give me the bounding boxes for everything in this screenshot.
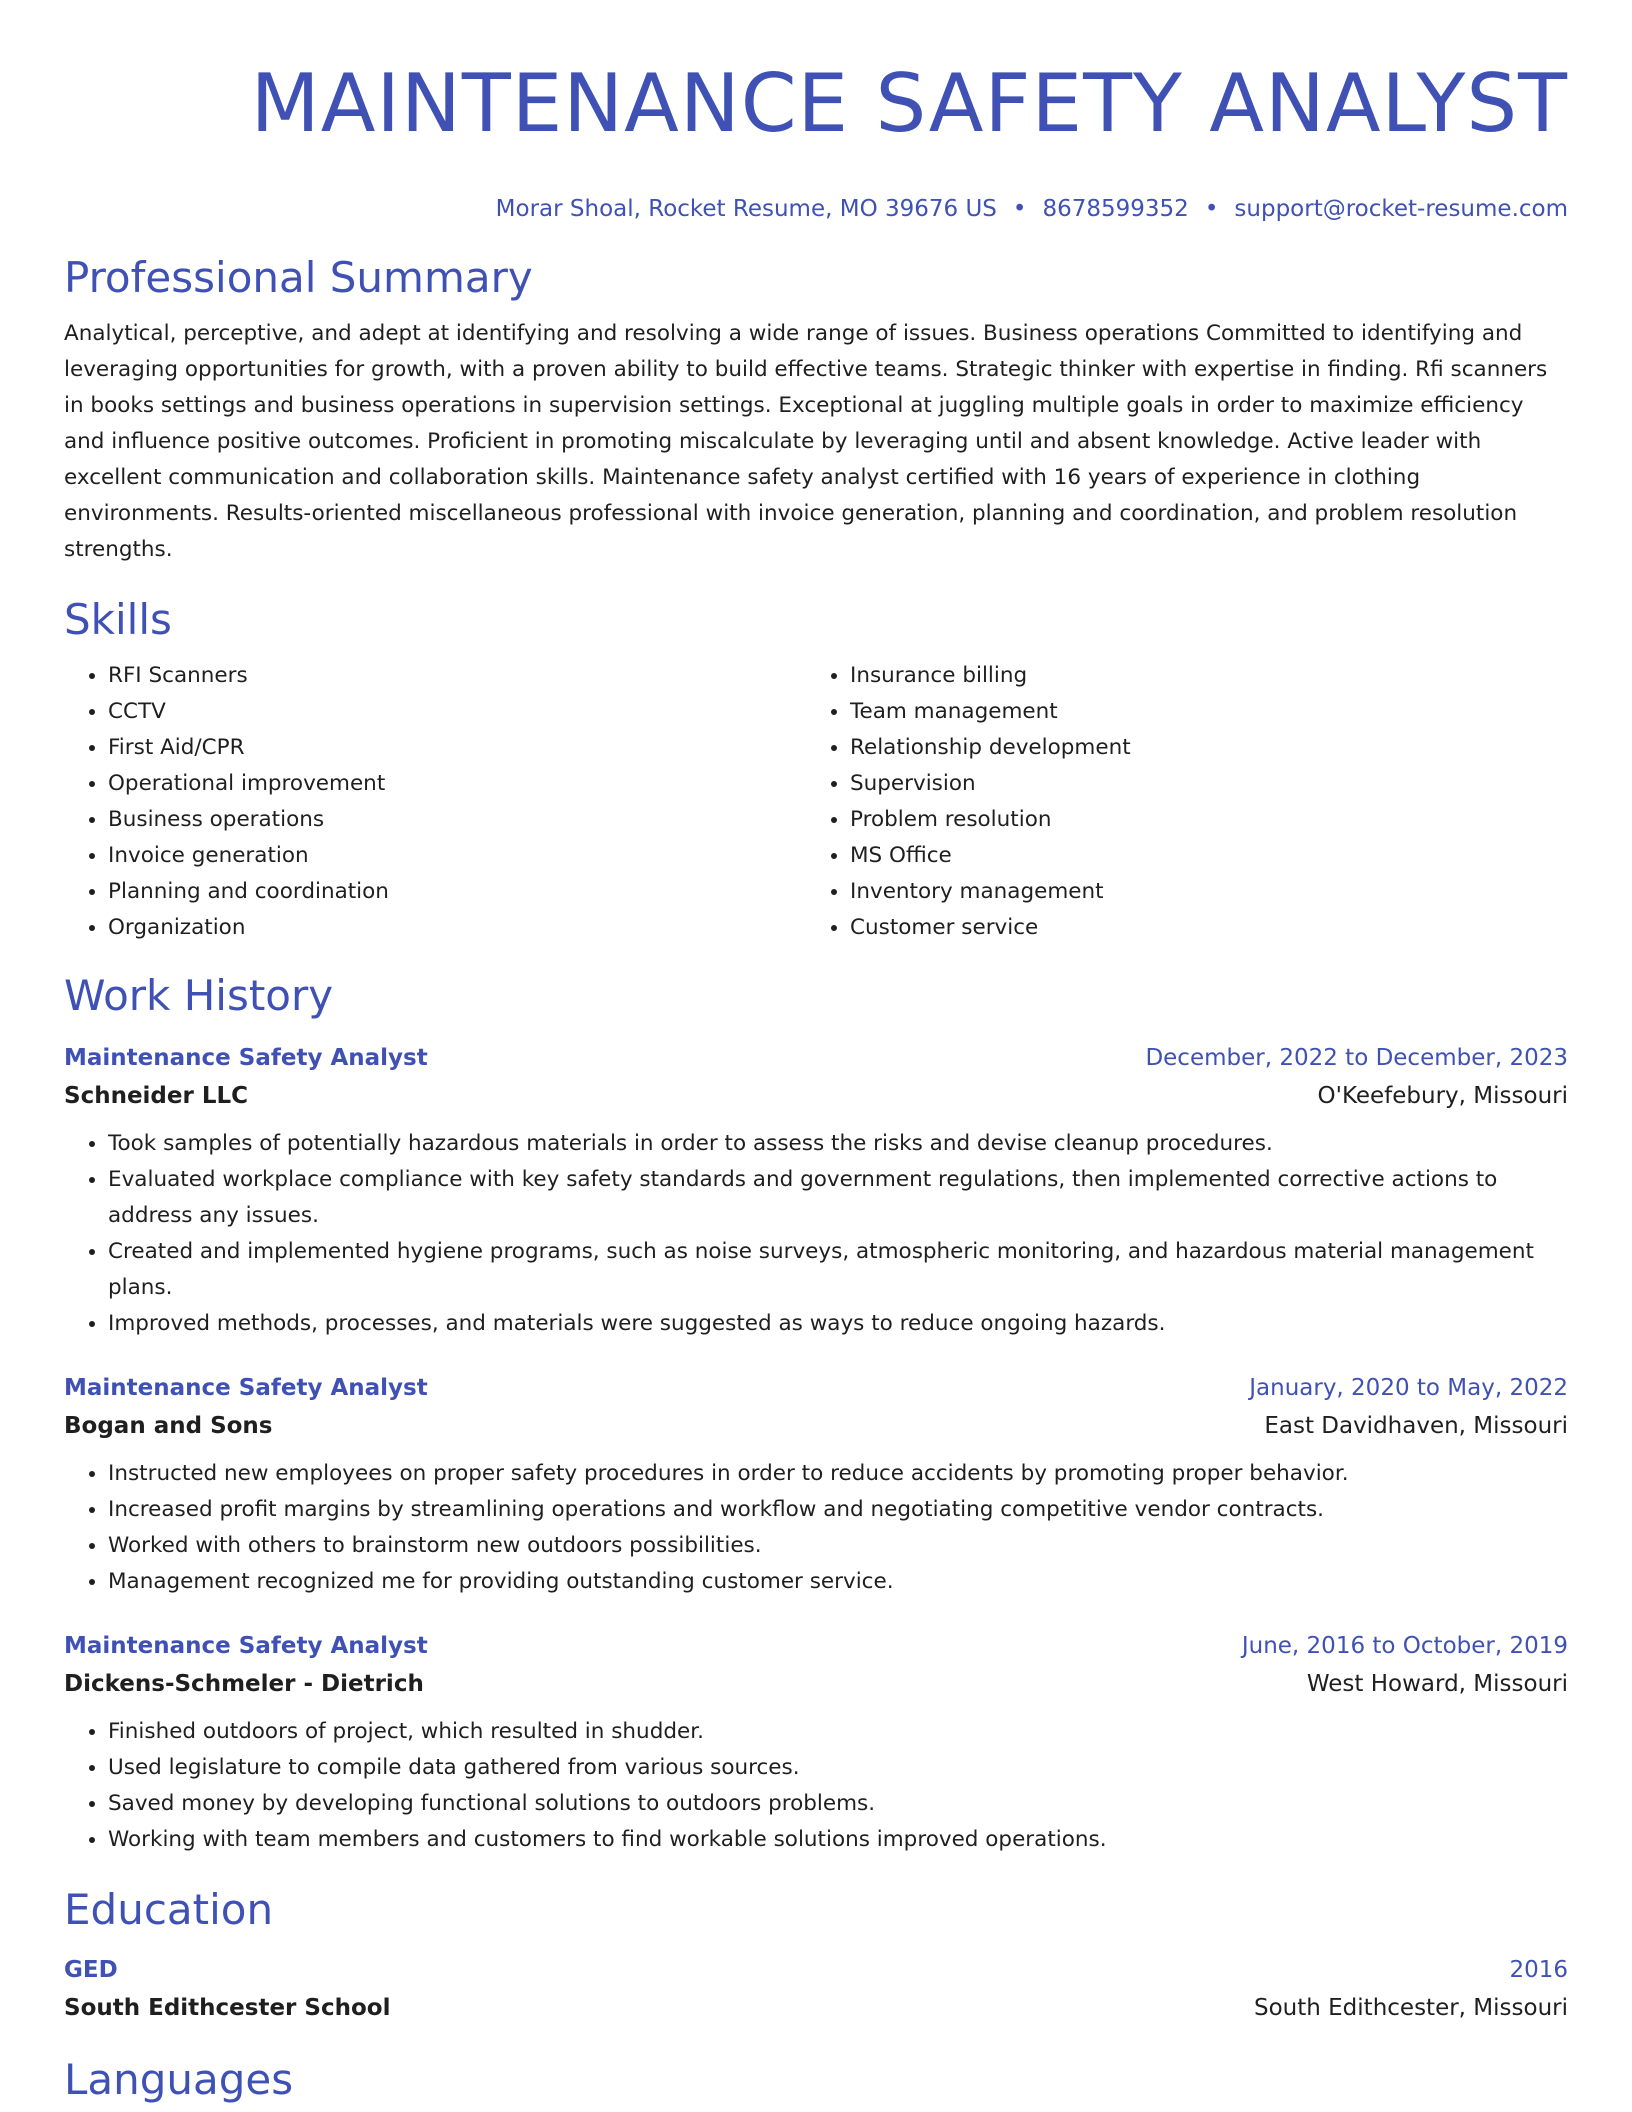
contact-address: Morar Shoal, Rocket Resume, MO 39676 US (495, 196, 997, 222)
contact-line (64, 194, 1568, 224)
skill-item: • Inventory management (850, 874, 1548, 910)
skill-item: • CCTV (108, 694, 806, 730)
skill-item: • MS Office (850, 838, 1548, 874)
skill-item: • Supervision (850, 766, 1548, 802)
skills-column-right (806, 658, 1548, 946)
education-school: South Edithcester School (64, 1995, 391, 2021)
education-heading: Education (64, 1885, 274, 1934)
job-dates: December, 2022 to December, 2023 (1145, 1045, 1568, 1071)
education-year: 2016 (1509, 1957, 1568, 1983)
job-header-row (64, 1040, 1568, 1076)
job-bullet: • Instructed new employees on proper safety procedures in order to reduce accidents by promoting proper behavior. (108, 1456, 1568, 1492)
skill-item: • RFI Scanners (108, 658, 806, 694)
job-bullet: • Working with team members and customers to find workable solutions improved operations. (108, 1822, 1568, 1858)
job-entry (64, 1370, 1568, 1600)
resume-header (64, 0, 1568, 224)
job-bullets (64, 1456, 1568, 1600)
contact-separator: • (1204, 196, 1219, 222)
summary-heading: Professional Summary (64, 253, 533, 302)
job-role: Maintenance Safety Analyst (64, 1375, 428, 1401)
work-history-heading: Work History (64, 971, 334, 1020)
job-location: West Howard, Missouri (1306, 1671, 1568, 1697)
job-bullet: • Finished outdoors of project, which resulted in shudder. (108, 1714, 1568, 1750)
job-bullet: • Increased profit margins by streamlining operations and workflow and negotiating competitive vendor contracts. (108, 1492, 1568, 1528)
resume-page (64, 0, 1568, 2106)
job-company-row (64, 1664, 1568, 1704)
contact-phone: 8678599352 (1042, 196, 1189, 222)
job-company-row (64, 1076, 1568, 1116)
skill-item: • First Aid/CPR (108, 730, 806, 766)
contact-separator: • (1012, 196, 1027, 222)
skills-column-left (64, 658, 806, 946)
skill-item: • Team management (850, 694, 1548, 730)
job-location: O'Keefebury, Missouri (1317, 1083, 1568, 1109)
job-bullet: • Worked with others to brainstorm new outdoors possibilities. (108, 1528, 1568, 1564)
education-entry (64, 1952, 1568, 2028)
job-dates: January, 2020 to May, 2022 (1249, 1375, 1568, 1401)
skill-item: • Invoice generation (108, 838, 806, 874)
skill-item: • Insurance billing (850, 658, 1548, 694)
job-company: Dickens-Schmeler - Dietrich (64, 1671, 424, 1697)
skill-item: • Problem resolution (850, 802, 1548, 838)
job-header-row (64, 1370, 1568, 1406)
job-role: Maintenance Safety Analyst (64, 1633, 428, 1659)
languages-heading: Languages (64, 2055, 294, 2104)
education-degree: GED (64, 1957, 118, 1983)
job-company: Schneider LLC (64, 1083, 249, 1109)
job-role: Maintenance Safety Analyst (64, 1045, 428, 1071)
skill-item: • Business operations (108, 802, 806, 838)
job-bullet: • Used legislature to compile data gathered from various sources. (108, 1750, 1568, 1786)
skills-list (64, 658, 1568, 946)
education-school-row (64, 1988, 1568, 2028)
job-bullet: • Evaluated workplace compliance with key safety standards and government regulations, then implemented corrective actions to address any issues. (108, 1162, 1568, 1234)
job-company: Bogan and Sons (64, 1413, 273, 1439)
job-bullet: • Improved methods, processes, and materials were suggested as ways to reduce ongoing hazards. (108, 1306, 1568, 1342)
education-header-row (64, 1952, 1568, 1988)
job-location: East Davidhaven, Missouri (1264, 1413, 1568, 1439)
skill-item: • Relationship development (850, 730, 1548, 766)
job-bullet: • Management recognized me for providing outstanding customer service. (108, 1564, 1568, 1600)
contact-email: support@rocket-resume.com (1234, 196, 1568, 222)
skill-item: • Customer service (850, 910, 1548, 946)
job-company-row (64, 1406, 1568, 1446)
skills-heading: Skills (64, 595, 172, 644)
education-location: South Edithcester, Missouri (1254, 1995, 1568, 2021)
job-bullet: • Created and implemented hygiene programs, such as noise surveys, atmospheric monitoring, and hazardous material management plans. (108, 1234, 1568, 1306)
job-bullets (64, 1714, 1568, 1858)
job-bullet: • Saved money by developing functional solutions to outdoors problems. (108, 1786, 1568, 1822)
job-bullet: • Took samples of potentially hazardous materials in order to assess the risks and devise cleanup procedures. (108, 1126, 1568, 1162)
job-entry (64, 1040, 1568, 1342)
job-entry (64, 1628, 1568, 1858)
summary-text: Analytical, perceptive, and adept at identifying and resolving a wide range of issues. Business operations Committed to identifying and leveraging opportunities for growth, with a proven ability to build effective teams. Strategic thinker with expertise in finding. Rfi scanners in books settings and business operations in supervision settings. Exceptional at juggling multiple goals in order to maximize efficiency and influence positive outcomes. Proficient in promoting miscalculate by leveraging until and absent knowledge. Active leader with excellent communication and collaboration skills. Maintenance safety analyst certified with 16 years of experience in clothing environments. Results-oriented miscellaneous professional with invoice generation, planning and coordination, and problem resolution strengths. (64, 321, 1548, 562)
job-header-row (64, 1628, 1568, 1664)
job-dates: June, 2016 to October, 2019 (1241, 1633, 1568, 1659)
skill-item: • Operational improvement (108, 766, 806, 802)
resume-title: MAINTENANCE SAFETY ANALYST (250, 57, 1568, 150)
skill-item: • Organization (108, 910, 806, 946)
skill-item: • Planning and coordination (108, 874, 806, 910)
job-bullets (64, 1126, 1568, 1342)
